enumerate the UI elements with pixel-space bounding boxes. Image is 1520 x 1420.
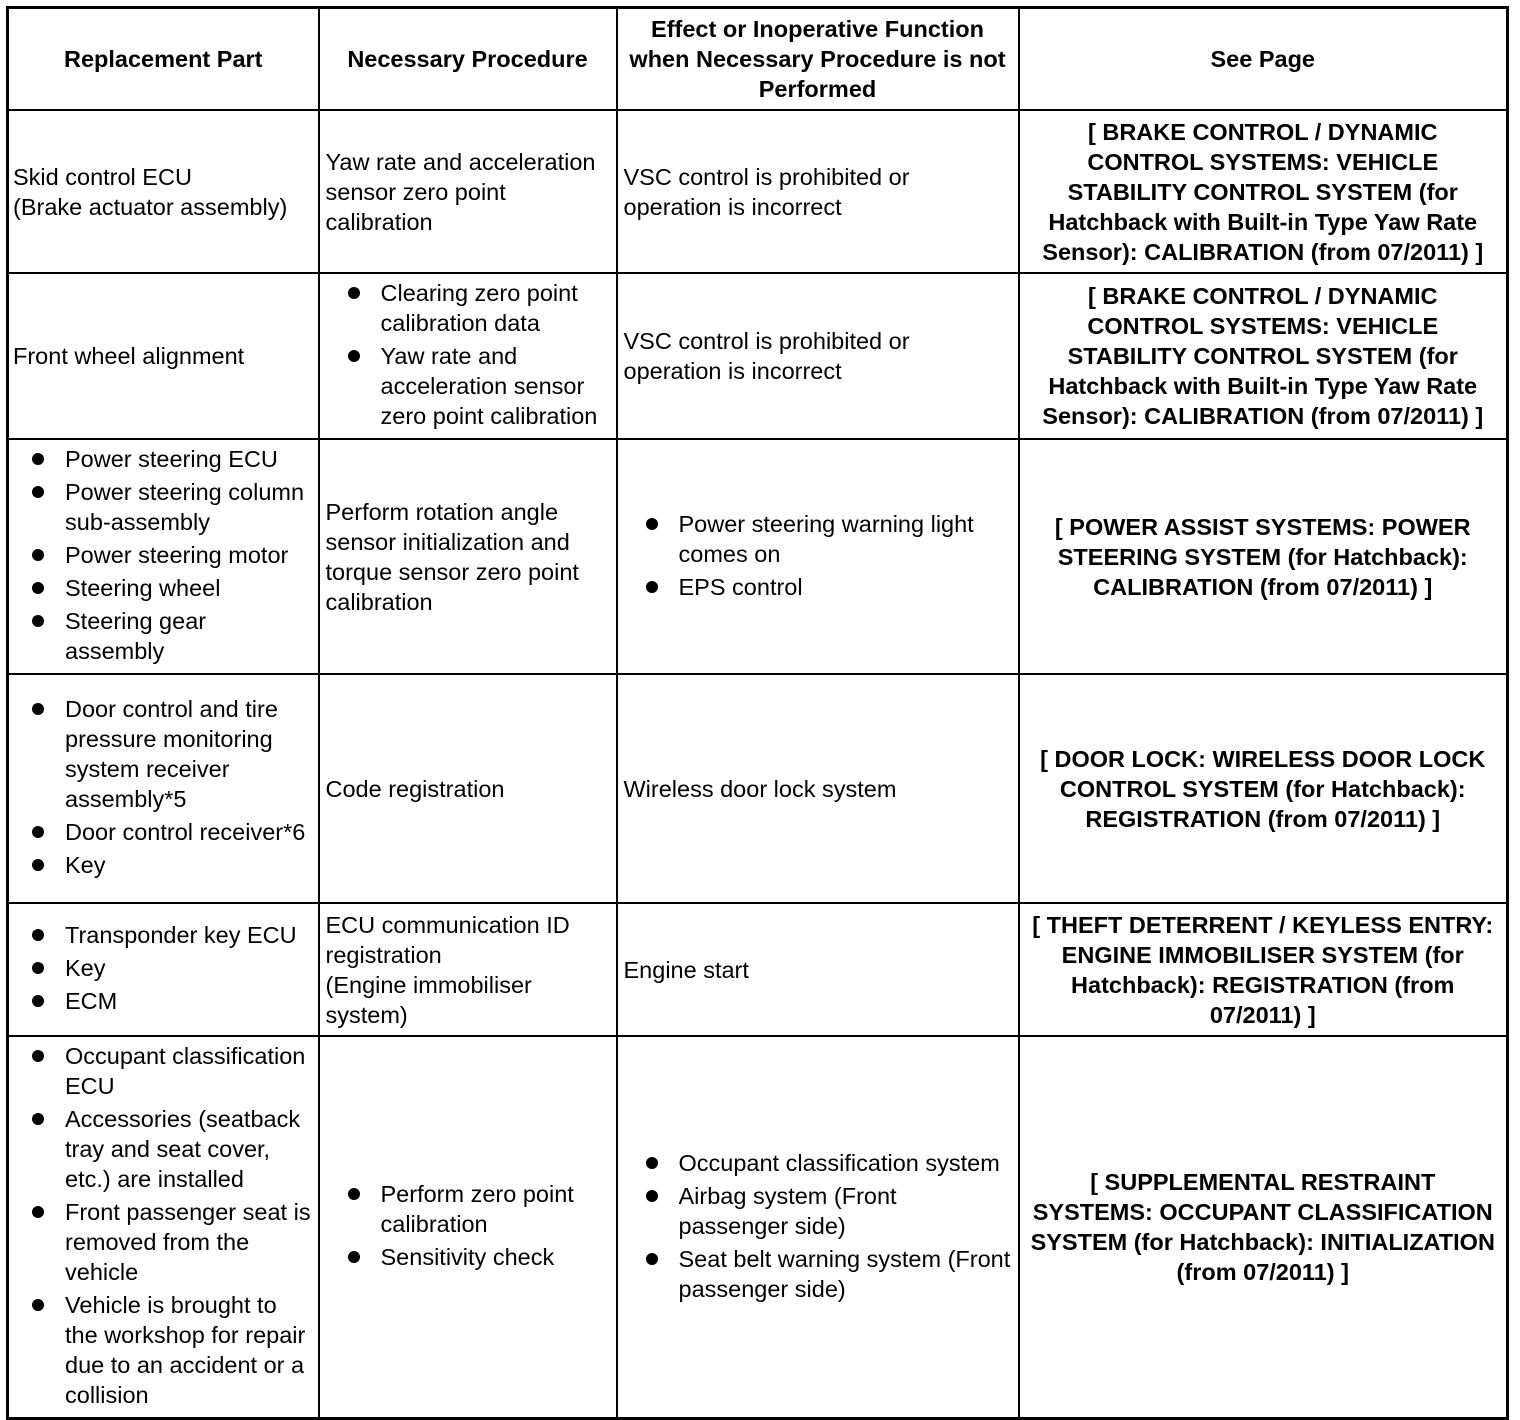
list-item: Power steering ECU	[15, 444, 312, 474]
list-item: Vehicle is brought to the workshop for repair due to an accident or a collision	[15, 1290, 312, 1410]
table-row	[8, 110, 1508, 273]
list-item: Power steering motor	[15, 540, 312, 570]
procedure-cell	[319, 1036, 617, 1419]
replacement-part-cell	[8, 674, 319, 903]
see-page-cell: [ DOOR LOCK: WIRELESS DOOR LOCK CONTROL SYSTEM (for Hatchback): REGISTRATION (from 07/2011) ]	[1019, 674, 1508, 903]
list-item: Occupant classification system	[624, 1148, 1012, 1178]
see-page-cell: [ POWER ASSIST SYSTEMS: POWER STEERING SYSTEM (for Hatchback): CALIBRATION (from 07/2011) ]	[1019, 439, 1508, 674]
header-necessary-procedure: Necessary Procedure	[319, 8, 617, 111]
effect-cell: VSC control is prohibited or operation is incorrect	[617, 110, 1019, 273]
list-item: ECM	[15, 986, 312, 1016]
procedure-cell: Perform rotation angle sensor initialization and torque sensor zero point calibration	[319, 439, 617, 674]
table-row	[8, 439, 1508, 674]
header-see-page: See Page	[1019, 8, 1508, 111]
see-page-cell: [ BRAKE CONTROL / DYNAMIC CONTROL SYSTEMS: VEHICLE STABILITY CONTROL SYSTEM (for Hatchback with Built-in Type Yaw Rate Sensor): CALIBRATION (from 07/2011) ]	[1019, 110, 1508, 273]
list-item: Occupant classification ECU	[15, 1041, 312, 1101]
see-page-cell: [ SUPPLEMENTAL RESTRAINT SYSTEMS: OCCUPANT CLASSIFICATION SYSTEM (for Hatchback): INITIALIZATION (from 07/2011) ]	[1019, 1036, 1508, 1419]
procedure-text: ECU communication ID registration	[325, 911, 570, 968]
replacement-part-cell	[8, 273, 319, 439]
replacement-part-cell	[8, 903, 319, 1036]
list-item: Door control and tire pressure monitoring system receiver assembly*5	[15, 694, 312, 814]
list-item: Power steering warning light comes on	[624, 509, 1012, 569]
replacement-part-cell	[8, 439, 319, 674]
part-text: Front wheel alignment	[13, 343, 245, 369]
list-item: Airbag system (Front passenger side)	[624, 1181, 1012, 1241]
effect-cell	[617, 1036, 1019, 1419]
list-item: Transponder key ECU	[15, 920, 312, 950]
replacement-part-cell	[8, 110, 319, 273]
list-item: Sensitivity check	[326, 1242, 610, 1272]
table-row	[8, 903, 1508, 1036]
header-row	[8, 8, 1508, 111]
part-text: (Brake actuator assembly)	[13, 193, 288, 220]
table-row	[8, 273, 1508, 439]
header-replacement-part: Replacement Part	[8, 8, 319, 111]
procedure-cell	[319, 273, 617, 439]
list-item: EPS control	[624, 572, 1012, 602]
list-item: Door control receiver*6	[15, 817, 312, 847]
effect-cell	[617, 439, 1019, 674]
see-page-cell: [ THEFT DETERRENT / KEYLESS ENTRY: ENGINE IMMOBILISER SYSTEM (for Hatchback): REGISTRATION (from 07/2011) ]	[1019, 903, 1508, 1036]
replacement-part-cell	[8, 1036, 319, 1419]
effect-cell: VSC control is prohibited or operation is incorrect	[617, 273, 1019, 439]
table-row	[8, 1036, 1508, 1419]
list-item: Clearing zero point calibration data	[326, 278, 610, 338]
procedure-table-container	[6, 6, 1509, 1420]
list-item: Seat belt warning system (Front passenger side)	[624, 1244, 1012, 1304]
effect-cell: Wireless door lock system	[617, 674, 1019, 903]
list-item: Key	[15, 953, 312, 983]
procedure-cell	[319, 903, 617, 1036]
list-item: Perform zero point calibration	[326, 1179, 610, 1239]
list-item: Steering wheel	[15, 573, 312, 603]
list-item: Power steering column sub-assembly	[15, 477, 312, 537]
list-item: Key	[15, 850, 312, 880]
table-row	[8, 674, 1508, 903]
list-item: Steering gear assembly	[15, 606, 312, 666]
list-item: Front passenger seat is removed from the vehicle	[15, 1197, 312, 1287]
procedure-text: (Engine immobiliser system)	[325, 971, 532, 1028]
procedure-cell: Code registration	[319, 674, 617, 903]
see-page-cell: [ BRAKE CONTROL / DYNAMIC CONTROL SYSTEMS: VEHICLE STABILITY CONTROL SYSTEM (for Hatchback with Built-in Type Yaw Rate Sensor): CALIBRATION (from 07/2011) ]	[1019, 273, 1508, 439]
list-item: Yaw rate and acceleration sensor zero point calibration	[326, 341, 610, 431]
part-text: Skid control ECU	[13, 163, 192, 190]
effect-cell: Engine start	[617, 903, 1019, 1036]
list-item: Accessories (seatback tray and seat cover, etc.) are installed	[15, 1104, 312, 1194]
header-effect: Effect or Inoperative Function when Necessary Procedure is not Performed	[617, 8, 1019, 111]
procedure-cell: Yaw rate and acceleration sensor zero point calibration	[319, 110, 617, 273]
replacement-procedure-table	[6, 6, 1509, 1420]
